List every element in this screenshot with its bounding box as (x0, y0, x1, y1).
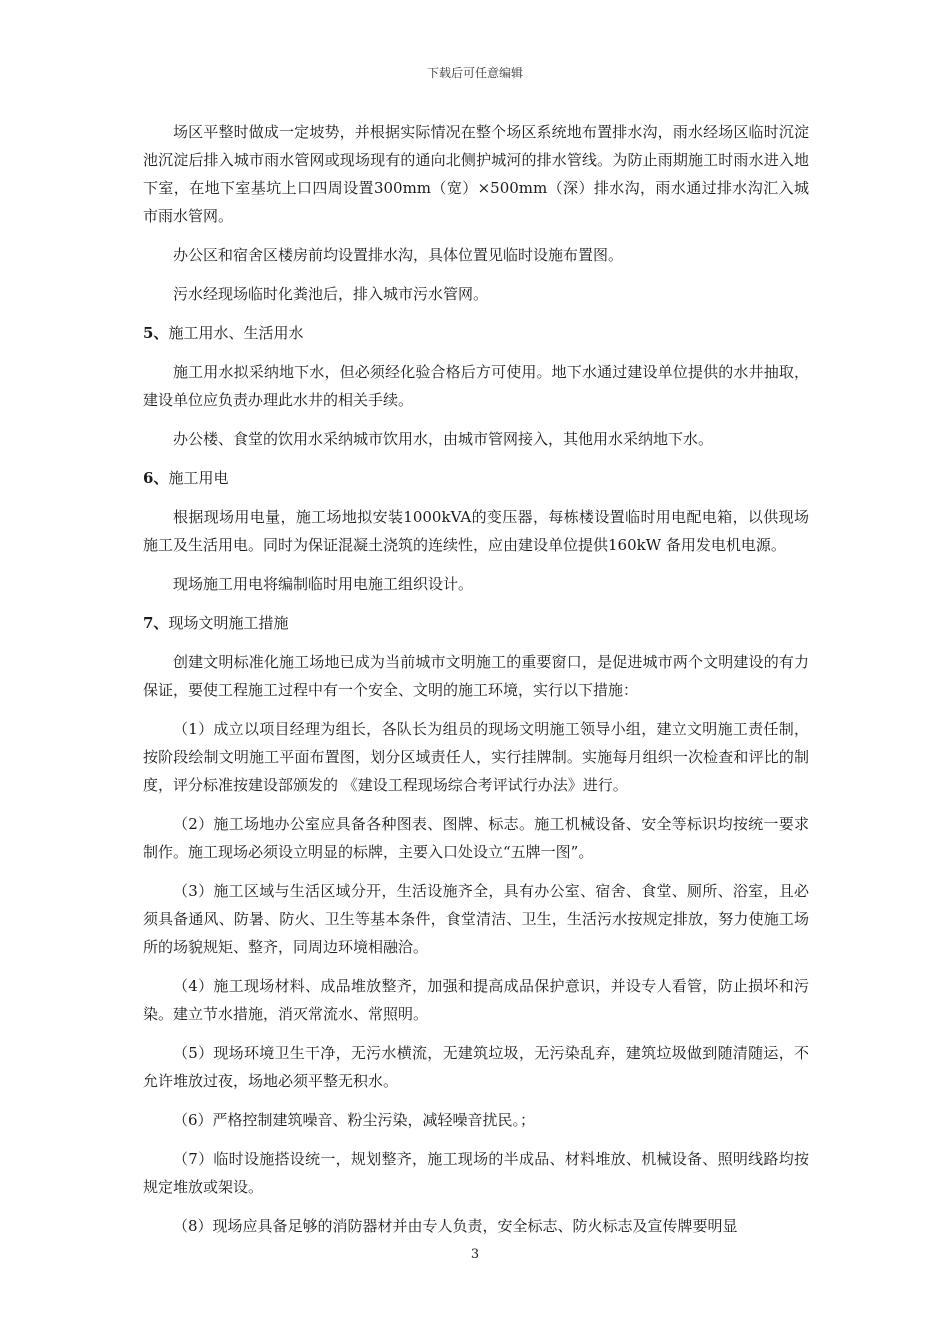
paragraph: 根据现场用电量，施工场地拟安装1000kVA的变压器，每栋楼设置临时用电配电箱，以供现场施工及生活用电。同时为保证混凝土浇筑的连续性，应由建设单位提供160kW 备用发电机电源。 (143, 508, 809, 554)
document-body (143, 118, 809, 1251)
section-title: 施工用水、生活用水 (168, 324, 304, 342)
page-number: 3 (470, 1247, 480, 1262)
section-title: 现场文明施工措施 (168, 614, 289, 632)
paragraph: 施工用水拟采纳地下水，但必须经化验合格后方可使用。地下水通过建设单位提供的水井抽取，建设单位应负责办理此水井的相关手续。 (143, 363, 809, 409)
list-item: （2）施工场地办公室应具备各种图表、图牌、标志。施工机械设备、安全等标识均按统一要求制作。施工现场必须设立明显的标牌，主要入口处设立“五牌一图”。 (143, 815, 809, 861)
section-number: 7、 (143, 614, 169, 632)
section-heading (143, 464, 809, 492)
list-item: （7）临时设施搭设统一，规划整齐，施工现场的半成品、材料堆放、机械设备、照明线路均按规定堆放或架设。 (143, 1150, 809, 1196)
section-number: 6、 (143, 469, 169, 487)
paragraph: 办公楼、食堂的饮用水采纳城市饮用水，由城市管网接入，其他用水采纳地下水。 (173, 430, 714, 448)
page-header: 下载后可任意编辑 (426, 66, 523, 80)
list-item: （5）现场环境卫生干净，无污水横流，无建筑垃圾，无污染乱弃，建筑垃圾做到随清随运，不允许堆放过夜，场地必须平整无积水。 (143, 1044, 809, 1090)
paragraph: 创建文明标准化施工场地已成为当前城市文明施工的重要窗口，是促进城市两个文明建设的有力保证，要使工程施工过程中有一个安全、文明的施工环境，实行以下措施： (143, 653, 809, 699)
section-heading (143, 319, 809, 347)
paragraph: 现场施工用电将编制临时用电施工组织设计。 (173, 575, 474, 593)
list-item: （8）现场应具备足够的消防器材并由专人负责，安全标志、防火标志及宣传牌要明显 (173, 1217, 738, 1235)
section-title: 施工用电 (168, 469, 229, 487)
list-item: （3）施工区域与生活区域分开，生活设施齐全，具有办公室、宿舍、食堂、厕所、浴室，且必须具备通风、防暑、防火、卫生等基本条件，食堂清洁、卫生，生活污水按规定排放，努力使施工场所的场貌规矩、整齐，同周边环境相融洽。 (143, 882, 809, 956)
section-heading (143, 609, 809, 637)
paragraph: 污水经现场临时化粪池后，排入城市污水管网。 (173, 285, 489, 303)
list-item: （6）严格控制建筑噪音、粉尘污染，减轻噪音扰民。； (173, 1111, 536, 1129)
paragraph: 办公区和宿舍区楼房前均设置排水沟，具体位置见临时设施布置图。 (173, 246, 624, 264)
list-item: （4）施工现场材料、成品堆放整齐，加强和提高成品保护意识，并设专人看管，防止损坏和污染。建立节水措施，消灭常流水、常照明。 (143, 977, 809, 1023)
list-item: （1）成立以项目经理为组长，各队长为组员的现场文明施工领导小组，建立文明施工责任制，按阶段绘制文明施工平面布置图，划分区域责任人，实行挂牌制。实施每月组织一次检查和评比的制度，评分标准按建设部颁发的 《建设工程现场综合考评试行办法》进行。 (143, 720, 809, 794)
paragraph: 场区平整时做成一定坡势，并根据实际情况在整个场区系统地布置排水沟，雨水经场区临时沉淀池沉淀后排入城市雨水管网或现场现有的通向北侧护城河的排水管线。为防止雨期施工时雨水进入地下室，在地下室基坑上口四周设置300mm（宽）×500mm（深）排水沟，雨水通过排水沟汇入城市雨水管网。 (143, 123, 809, 225)
section-number: 5、 (143, 324, 169, 342)
